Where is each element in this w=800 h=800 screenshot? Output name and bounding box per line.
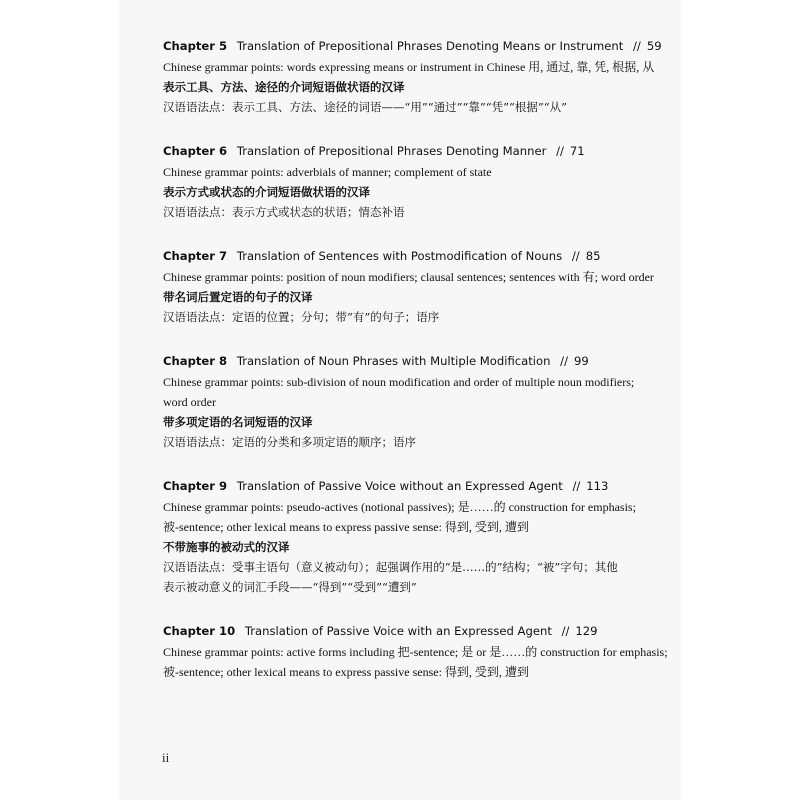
chapter-entry (163, 623, 668, 682)
chapter-heading (163, 478, 663, 495)
page-separator: // (556, 144, 564, 158)
grammar-points-en: word order (163, 395, 216, 409)
chapter-title: Translation of Sentences with Postmodification of Nouns (236, 249, 563, 263)
chapter-entry (163, 248, 663, 327)
grammar-points-en: Chinese grammar points: adverbials of manner; complement of state (163, 165, 492, 179)
chapter-number: Chapter 9 (163, 479, 228, 493)
grammar-points-cn: 汉语语法点：表示工具、方法、途径的词语——“用”“通过”“靠”“凭”“根据”“从” (163, 100, 568, 114)
chapter-heading (163, 353, 663, 370)
grammar-points-en: 被-sentence; other lexical means to express passive sense: 得到, 受到, 遭到 (163, 665, 529, 679)
page-separator: // (571, 249, 580, 263)
page-separator: // (572, 479, 581, 493)
chapter-title-cn: 带名词后置定语的句子的汉译 (163, 290, 313, 304)
chapter-entry (163, 143, 663, 222)
page-separator: // (633, 39, 641, 53)
chapter-title: Translation of Passive Voice with an Expressed Agent (244, 624, 552, 638)
chapter-title: Translation of Prepositional Phrases Denoting Means or Instrument (236, 39, 624, 53)
chapter-entry (163, 353, 663, 452)
grammar-points-en: Chinese grammar points: active forms including 把-sentence; 是 or 是……的 construction for emphasis; (163, 645, 668, 659)
grammar-points-cn: 汉语语法点：定语的分类和多项定语的顺序；语序 (163, 435, 416, 449)
chapter-page: 129 (575, 624, 598, 638)
chapter-title: Translation of Prepositional Phrases Denoting Manner (236, 144, 547, 158)
chapter-page: 99 (573, 354, 589, 368)
chapter-number: Chapter 6 (163, 144, 228, 158)
chapter-page: 71 (569, 144, 585, 158)
chapter-heading (163, 38, 663, 55)
chapter-heading (163, 248, 663, 265)
chapter-heading (163, 143, 663, 160)
grammar-points-en: Chinese grammar points: words expressing means or instrument in Chinese 用, 通过, 靠, 凭, 根据, 从 (163, 60, 655, 74)
chapter-title: Translation of Noun Phrases with Multiple Modification (236, 354, 551, 368)
chapter-entry (163, 478, 663, 597)
chapter-number: Chapter 10 (163, 624, 236, 638)
chapter-title-cn: 表示工具、方法、途径的介词短语做状语的汉译 (163, 80, 405, 94)
grammar-points-en: Chinese grammar points: pseudo-actives (notional passives); 是……的 construction for emphasis; (163, 500, 636, 514)
grammar-points-en: Chinese grammar points: position of noun modifiers; clausal sentences; sentences with 有; word order (163, 270, 654, 284)
grammar-points-en: Chinese grammar points: sub-division of noun modification and order of multiple noun modifiers; (163, 375, 635, 389)
chapter-title: Translation of Passive Voice without an Expressed Agent (236, 479, 563, 493)
chapter-number: Chapter 8 (163, 354, 228, 368)
chapter-page: 113 (586, 479, 609, 493)
grammar-points-cn: 汉语语法点：受事主语句（意义被动句）；起强调作用的“是……的”结构；“被”字句；其他 (163, 560, 618, 574)
chapter-number: Chapter 7 (163, 249, 228, 263)
chapter-title-cn: 带多项定语的名词短语的汉译 (163, 415, 313, 429)
chapter-number: Chapter 5 (163, 39, 228, 53)
chapter-page: 59 (646, 39, 662, 53)
chapter-entry (163, 38, 663, 117)
chapter-title-cn: 不带施事的被动式的汉译 (163, 540, 290, 554)
grammar-points-en: 被-sentence; other lexical means to express passive sense: 得到, 受到, 遭到 (163, 520, 529, 534)
grammar-points-cn: 汉语语法点：表示方式或状态的状语；情态补语 (163, 205, 405, 219)
grammar-points-cn: 表示被动意义的词汇手段——“得到”“受到”“遭到” (163, 580, 417, 594)
page-number: ii (162, 750, 170, 765)
table-of-contents (163, 38, 668, 708)
chapter-page: 85 (585, 249, 601, 263)
page-separator: // (560, 354, 568, 368)
chapter-heading (163, 623, 663, 640)
chapter-title-cn: 表示方式或状态的介词短语做状语的汉译 (163, 185, 370, 199)
page-separator: // (561, 624, 570, 638)
grammar-points-cn: 汉语语法点：定语的位置；分句；带“有”的句子；语序 (163, 310, 440, 324)
